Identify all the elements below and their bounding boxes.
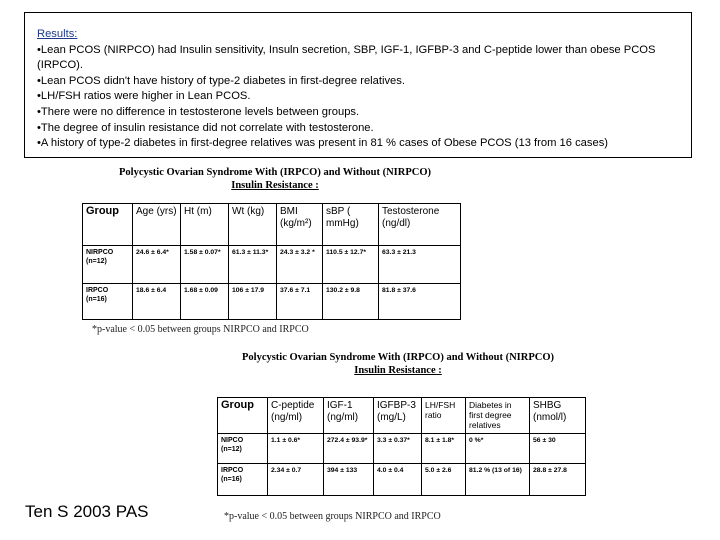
table-row xyxy=(218,464,586,496)
table-cell: 81.8 ± 37.6 xyxy=(379,284,461,320)
table-row xyxy=(83,284,461,320)
table-cell: 394 ± 133 xyxy=(324,464,374,496)
table-cell: 4.0 ± 0.4 xyxy=(374,464,422,496)
table-cell: 61.3 ± 11.3* xyxy=(229,246,277,284)
table2-header-shbg: SHBG (nmol/l) xyxy=(530,398,586,434)
table2-header-diabetes: Diabetes in first degree relatives xyxy=(466,398,530,434)
table2-header-igf1: IGF-1 (ng/ml) xyxy=(324,398,374,434)
group-name: NIRPCO xyxy=(86,249,114,256)
citation: Ten S 2003 PAS xyxy=(25,502,149,521)
results-bullet-3: • LH/FSH ratios were higher in Lean PCOS. xyxy=(37,89,681,105)
table1-title-line1: Polycystic Ovarian Syndrome With (IRPCO) and Without (NIRPCO) xyxy=(118,167,431,178)
results-heading: Results: xyxy=(37,28,78,40)
group-name: NIPCO xyxy=(221,437,244,444)
table1-header-wt: Wt (kg) xyxy=(229,204,277,246)
results-bullet-5: • The degree of insulin resistance did not correlate with testosterone. xyxy=(37,121,681,137)
table2-footnote: *p-value < 0.05 between groups NIRPCO and IRPCO xyxy=(224,511,441,522)
group-name: IRPCO xyxy=(86,287,109,294)
group-name: IRPCO xyxy=(221,467,244,474)
table2-title xyxy=(228,352,568,377)
group-n: (n=12) xyxy=(221,446,242,453)
group-n: (n=16) xyxy=(221,476,242,483)
table1-group-cell xyxy=(83,246,133,284)
table1-title xyxy=(100,167,450,192)
table2-header-igfbp3: IGFBP-3 (mg/L) xyxy=(374,398,422,434)
table1-header-ht: Ht (m) xyxy=(181,204,229,246)
table2-header-lhfsh: LH/FSH ratio xyxy=(422,398,466,434)
table1-group-cell xyxy=(83,284,133,320)
table-cell: 272.4 ± 93.9* xyxy=(324,434,374,464)
table-cell: 106 ± 17.9 xyxy=(229,284,277,320)
table-cell: 3.3 ± 0.37* xyxy=(374,434,422,464)
table-cell: 63.3 ± 21.3 xyxy=(379,246,461,284)
table1-title-line2: Insulin Resistance : xyxy=(231,179,319,191)
results-box xyxy=(24,12,692,158)
table1-header-sbp: sBP ( mmHg) xyxy=(323,204,379,246)
table2-group-cell xyxy=(218,464,268,496)
results-bullet-6: • A history of type-2 diabetes in first-degree relatives was present in 81 % cases of Obese PCOS (13 from 16 cases) xyxy=(37,136,681,152)
table-cell: 1.68 ± 0.09 xyxy=(181,284,229,320)
table2-title-line1: Polycystic Ovarian Syndrome With (IRPCO) and Without (NIRPCO) xyxy=(241,352,554,363)
table-cell: 130.2 ± 9.8 xyxy=(323,284,379,320)
table-cell: 8.1 ± 1.8* xyxy=(422,434,466,464)
table-cell: 56 ± 30 xyxy=(530,434,586,464)
table-cell: 18.6 ± 6.4 xyxy=(133,284,181,320)
table2-title-line2: Insulin Resistance : xyxy=(354,364,442,376)
table1 xyxy=(82,203,461,320)
table-cell: 37.6 ± 7.1 xyxy=(277,284,323,320)
table1-footnote: *p-value < 0.05 between groups NIRPCO and IRPCO xyxy=(92,324,309,335)
group-n: (n=16) xyxy=(86,296,107,303)
table-cell: 24.6 ± 6.4* xyxy=(133,246,181,284)
table-row xyxy=(218,434,586,464)
table1-header-age: Age (yrs) xyxy=(133,204,181,246)
table-cell: 5.0 ± 2.6 xyxy=(422,464,466,496)
table-cell: 0 %* xyxy=(466,434,530,464)
table2 xyxy=(217,397,586,496)
results-bullet-4: • There were no difference in testosterone levels between groups. xyxy=(37,105,681,121)
group-n: (n=12) xyxy=(86,258,107,265)
table1-header-group: Group xyxy=(83,204,133,246)
table-cell: 1.1 ± 0.6* xyxy=(268,434,324,464)
table1-header-bmi: BMI (kg/m²) xyxy=(277,204,323,246)
table2-header-group: Group xyxy=(218,398,268,434)
table1-header-testosterone: Testosterone (ng/dl) xyxy=(379,204,461,246)
table-cell: 81.2 % (13 of 16) xyxy=(466,464,530,496)
table-cell: 24.3 ± 3.2 * xyxy=(277,246,323,284)
table-row xyxy=(83,246,461,284)
table2-header-cpeptide: C-peptide (ng/ml) xyxy=(268,398,324,434)
table-cell: 110.5 ± 12.7* xyxy=(323,246,379,284)
results-bullet-2: • Lean PCOS didn't have history of type-2 diabetes in first-degree relatives. xyxy=(37,74,681,90)
results-bullet-1: • Lean PCOS (NIRPCO) had Insulin sensitivity, Insuln secretion, SBP, IGF-1, IGFBP-3 and C-peptide lower than obese PCOS (IRPCO). xyxy=(37,43,681,74)
table-cell: 2.34 ± 0.7 xyxy=(268,464,324,496)
table-cell: 1.58 ± 0.07* xyxy=(181,246,229,284)
table2-group-cell xyxy=(218,434,268,464)
table-cell: 28.8 ± 27.8 xyxy=(530,464,586,496)
